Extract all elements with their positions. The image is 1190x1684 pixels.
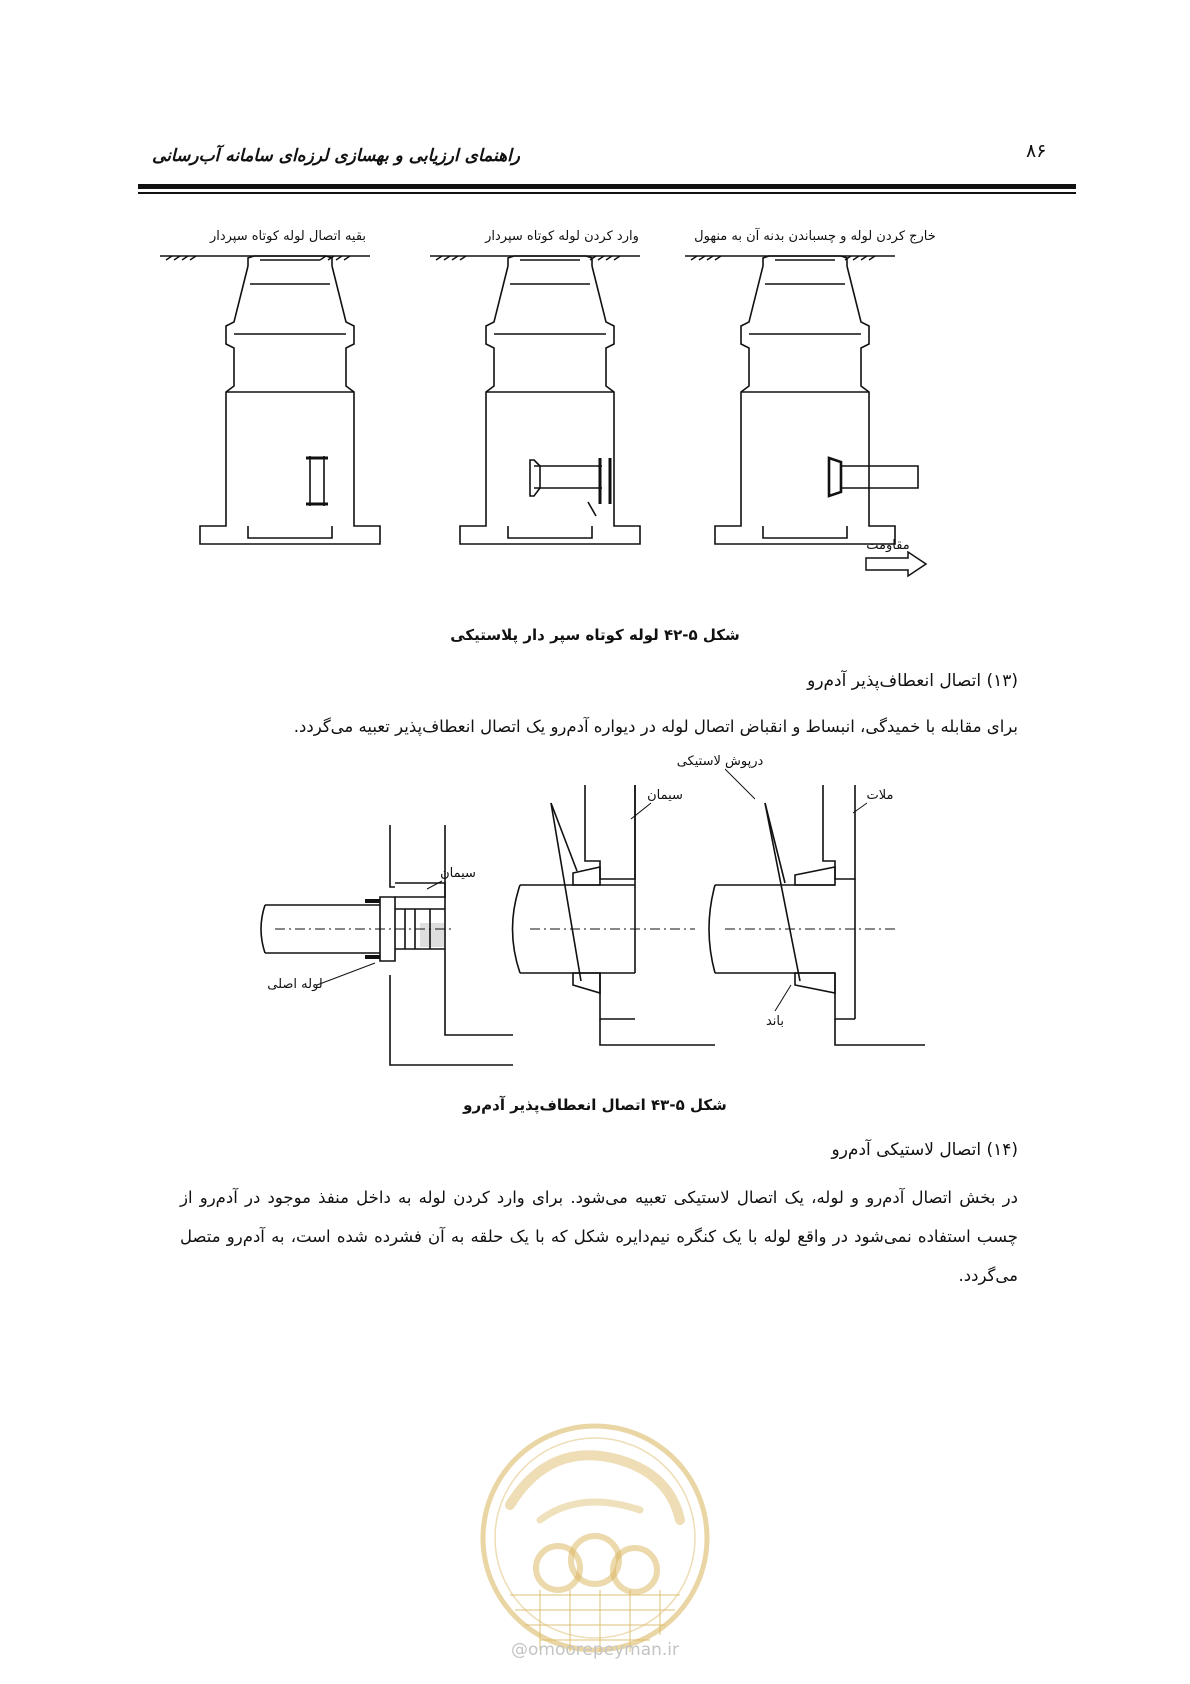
section-13-paragraph: برای مقابله با خمیدگی، انبساط و انقباض اتصال لوله در دیواره آدم‌رو یک اتصال انعطاف‌پذیر تعبیه می‌گردد.	[293, 717, 1018, 736]
header-rule-thin	[138, 192, 1076, 194]
page-number: ۸۶	[1026, 140, 1047, 162]
section-14-paragraph: در بخش اتصال آدم‌رو و لوله، یک اتصال لاستیکی تعبیه می‌شود. برای وارد کردن لوله به داخل منفذ موجود در آدم‌رو از چسب استفاده نمی‌شود در واقع لوله با یک کنگره نیم‌دایره شکل که با یک حلقه به آن فشرده شده است، به آدم‌رو متصل می‌گردد.	[180, 1188, 1018, 1285]
watermark-logo	[470, 1420, 720, 1660]
section-13-heading: (۱۳) اتصال انعطاف‌پذیر آدم‌رو	[807, 671, 1018, 691]
fig43-label-band: باند	[765, 1014, 785, 1029]
fig42-label-middle-panel: وارد کردن لوله کوتاه سپردار	[485, 229, 639, 244]
figure-42-caption: شکل ۵-۴۲ لوله کوتاه سپر دار پلاستیکی	[450, 626, 740, 644]
figure-43-flexible-joint	[255, 754, 1015, 1075]
fig43-label-rubber-cover: درپوش لاستیکی	[676, 754, 764, 769]
fig43-panel-middle	[513, 785, 716, 1045]
fig43-label-cement-left: سیمان	[440, 866, 476, 881]
fig42-label-left-panel: بقیه اتصال لوله کوتاه سپردار	[209, 229, 367, 244]
section-14-heading: (۱۴) اتصال لاستیکی آدم‌رو	[831, 1140, 1018, 1160]
fig42-label-right-panel: خارج کردن لوله و چسباندن بدنه آن به منهول	[694, 229, 936, 244]
header-rule-thick	[138, 184, 1076, 189]
fig42-manhole-right	[685, 256, 918, 544]
fig42-manhole-middle	[430, 256, 640, 544]
fig42-resistance-arrow	[866, 552, 926, 576]
fig42-arrow-label: مقاومت	[866, 538, 910, 553]
fig43-panel-left	[261, 825, 513, 1065]
running-header: راهنمای ارزیابی و بهسازی لرزه‌ای سامانه آب‌رسانی	[152, 146, 520, 166]
figure-43-caption: شکل ۵-۴۳ اتصال انعطاف‌پذیر آدم‌رو	[463, 1096, 727, 1114]
figure-42-manholes	[150, 218, 950, 578]
fig43-label-mortar: ملات	[866, 788, 894, 803]
fig43-label-cement-middle: سیمان	[647, 788, 683, 803]
fig42-manhole-left	[160, 256, 380, 544]
fig43-label-main-pipe: لوله اصلی	[267, 977, 323, 992]
watermark-url: @omoorepeyman.ir	[510, 1640, 680, 1660]
fig43-panel-right	[709, 785, 925, 1045]
